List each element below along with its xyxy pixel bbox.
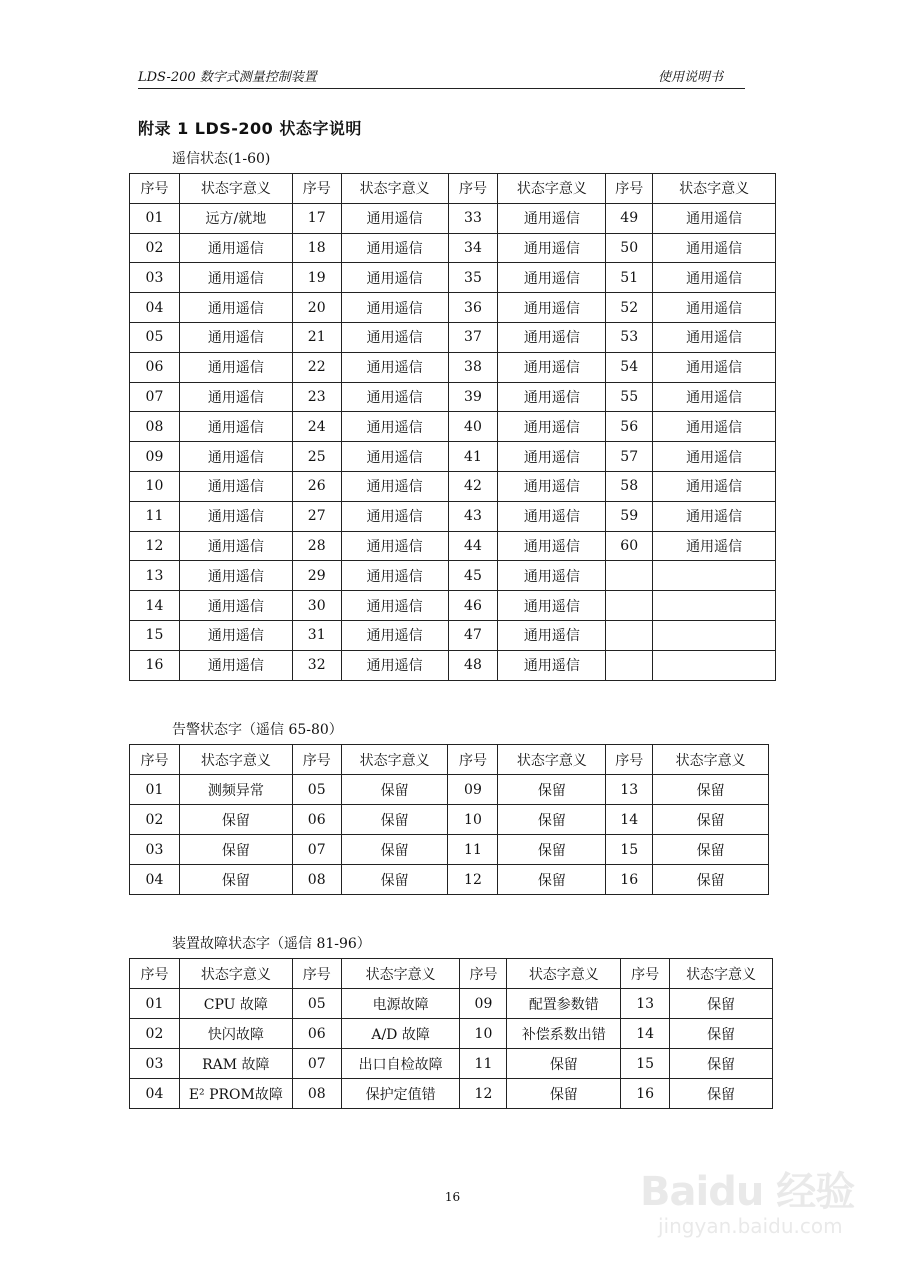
table-row [130,412,776,442]
meaning-cell: 通用遥信 [341,412,448,442]
meaning-cell: 保留 [341,865,448,895]
meaning-cell: 通用遥信 [498,650,606,680]
index-cell: 45 [448,561,498,591]
meaning-cell: 保留 [653,835,769,865]
meaning-cell: 通用遥信 [341,442,448,472]
meaning-cell: 保留 [498,865,606,895]
status-table-1 [129,173,776,681]
fault-table [129,958,773,1109]
meaning-cell: 通用遥信 [179,650,292,680]
meaning-cell: 配置参数错 [507,989,621,1019]
meaning-cell: 保留 [498,775,606,805]
index-cell: 05 [130,322,180,352]
meaning-cell: 通用遥信 [653,263,776,293]
index-cell: 37 [448,322,498,352]
meaning-cell: 通用遥信 [179,263,292,293]
meaning-cell: 通用遥信 [341,322,448,352]
index-cell: 49 [606,203,653,233]
meaning-cell: 保留 [498,835,606,865]
index-cell: 44 [448,531,498,561]
index-cell: 29 [292,561,341,591]
meaning-cell: 通用遥信 [498,382,606,412]
index-cell: 53 [606,322,653,352]
meaning-cell: 通用遥信 [179,412,292,442]
header-doc-type: 使用说明书 [657,70,723,85]
index-cell: 03 [130,263,180,293]
index-cell: 31 [292,620,341,650]
meaning-cell: 状态字意义 [498,174,606,204]
index-cell: 16 [621,1079,670,1109]
index-cell: 序号 [606,745,653,775]
meaning-cell: 状态字意义 [670,959,773,989]
index-cell: 09 [460,989,507,1019]
index-cell: 09 [448,775,498,805]
meaning-cell: 状态字意义 [507,959,621,989]
index-cell: 01 [130,989,180,1019]
meaning-cell: 通用遥信 [498,352,606,382]
meaning-cell: 通用遥信 [653,531,776,561]
index-cell: 序号 [606,174,653,204]
index-cell: 15 [130,620,180,650]
index-cell: 38 [448,352,498,382]
index-cell: 32 [292,650,341,680]
watermark-logo: Baidu 经验 [640,1169,855,1215]
index-cell: 34 [448,233,498,263]
index-cell: 30 [292,591,341,621]
index-cell: 06 [292,1019,341,1049]
meaning-cell: 状态字意义 [179,959,292,989]
meaning-cell: 快闪故障 [179,1019,292,1049]
table-header-row [130,174,776,204]
index-cell: 17 [292,203,341,233]
index-cell: 02 [130,233,180,263]
meaning-cell: 通用遥信 [179,561,292,591]
index-cell: 15 [606,835,653,865]
meaning-cell: 保留 [670,1079,773,1109]
appendix-title: 附录 1 LDS-200 状态字说明 [138,119,362,138]
table-row [130,591,776,621]
meaning-cell: 通用遥信 [341,650,448,680]
meaning-cell: 通用遥信 [179,471,292,501]
meaning-cell: 出口自检故障 [341,1049,460,1079]
table-row [130,263,776,293]
meaning-cell: 通用遥信 [179,382,292,412]
table-row [130,233,776,263]
table-row [130,501,776,531]
index-cell: 51 [606,263,653,293]
index-cell: 20 [292,293,341,323]
meaning-cell: 通用遥信 [179,620,292,650]
index-cell: 52 [606,293,653,323]
meaning-cell: 状态字意义 [179,745,292,775]
index-cell: 55 [606,382,653,412]
meaning-cell: RAM 故障 [179,1049,292,1079]
table-row [130,293,776,323]
meaning-cell: 通用遥信 [498,561,606,591]
meaning-cell: E² PROM故障 [179,1079,292,1109]
index-cell: 05 [292,775,341,805]
index-cell: 48 [448,650,498,680]
meaning-cell: 状态字意义 [653,745,769,775]
index-cell: 57 [606,442,653,472]
index-cell: 02 [130,805,180,835]
meaning-cell: 通用遥信 [341,561,448,591]
meaning-cell: 通用遥信 [498,591,606,621]
meaning-cell: 保留 [507,1049,621,1079]
index-cell: 06 [292,805,341,835]
meaning-cell: 保留 [507,1079,621,1109]
index-cell: 序号 [292,745,341,775]
table-row [130,561,776,591]
index-cell: 10 [130,471,180,501]
index-cell: 10 [460,1019,507,1049]
index-cell [606,561,653,591]
meaning-cell: 通用遥信 [341,382,448,412]
meaning-cell: 状态字意义 [653,174,776,204]
index-cell: 序号 [292,959,341,989]
index-cell: 47 [448,620,498,650]
watermark [640,1150,880,1250]
index-cell: 04 [130,293,180,323]
index-cell: 16 [130,650,180,680]
index-cell: 25 [292,442,341,472]
meaning-cell [653,620,776,650]
index-cell: 42 [448,471,498,501]
index-cell: 08 [292,865,341,895]
meaning-cell: 通用遥信 [179,352,292,382]
table-row [130,1079,773,1109]
index-cell: 01 [130,775,180,805]
table-row [130,1019,773,1049]
index-cell: 07 [130,382,180,412]
index-cell: 08 [292,1079,341,1109]
index-cell: 50 [606,233,653,263]
page-number: 16 [444,1190,461,1204]
table-row [130,322,776,352]
index-cell: 12 [130,531,180,561]
section3-caption: 装置故障状态字（遥信 81-96） [172,936,371,952]
meaning-cell: 通用遥信 [653,412,776,442]
table-row [130,471,776,501]
meaning-cell: 状态字意义 [341,959,460,989]
meaning-cell: 通用遥信 [498,322,606,352]
meaning-cell: 通用遥信 [179,442,292,472]
meaning-cell: 测频异常 [179,775,292,805]
meaning-cell: 保留 [670,1049,773,1079]
watermark-url: jingyan.baidu.com [658,1214,843,1238]
table-row [130,382,776,412]
index-cell: 序号 [448,745,498,775]
table-row [130,805,769,835]
index-cell: 23 [292,382,341,412]
meaning-cell: 通用遥信 [498,442,606,472]
meaning-cell: CPU 故障 [179,989,292,1019]
meaning-cell: 通用遥信 [653,322,776,352]
meaning-cell: A/D 故障 [341,1019,460,1049]
meaning-cell: 保留 [179,835,292,865]
meaning-cell: 电源故障 [341,989,460,1019]
meaning-cell [653,591,776,621]
index-cell: 序号 [448,174,498,204]
meaning-cell: 保留 [498,805,606,835]
index-cell: 14 [606,805,653,835]
index-cell [606,650,653,680]
meaning-cell: 通用遥信 [179,591,292,621]
meaning-cell: 保留 [670,1019,773,1049]
meaning-cell: 通用遥信 [498,531,606,561]
index-cell: 序号 [460,959,507,989]
index-cell: 08 [130,412,180,442]
index-cell: 15 [621,1049,670,1079]
index-cell: 22 [292,352,341,382]
table-row [130,989,773,1019]
table-row [130,865,769,895]
meaning-cell: 保留 [653,805,769,835]
meaning-cell: 保留 [653,775,769,805]
index-cell: 54 [606,352,653,382]
meaning-cell: 通用遥信 [498,263,606,293]
section1-caption: 遥信状态(1-60) [172,151,271,167]
meaning-cell: 通用遥信 [341,203,448,233]
section2-caption: 告警状态字（遥信 65-80） [172,722,343,738]
index-cell: 11 [460,1049,507,1079]
meaning-cell: 通用遥信 [498,620,606,650]
index-cell: 05 [292,989,341,1019]
index-cell: 40 [448,412,498,442]
index-cell: 41 [448,442,498,472]
meaning-cell: 通用遥信 [653,233,776,263]
meaning-cell: 通用遥信 [653,293,776,323]
meaning-cell: 通用遥信 [341,293,448,323]
meaning-cell: 通用遥信 [341,620,448,650]
meaning-cell: 保留 [653,865,769,895]
meaning-cell: 通用遥信 [498,293,606,323]
index-cell: 60 [606,531,653,561]
meaning-cell: 通用遥信 [341,591,448,621]
index-cell: 序号 [130,745,180,775]
meaning-cell: 通用遥信 [179,233,292,263]
index-cell: 04 [130,865,180,895]
meaning-cell: 通用遥信 [653,382,776,412]
meaning-cell: 通用遥信 [498,233,606,263]
meaning-cell: 通用遥信 [498,471,606,501]
table-row [130,203,776,233]
alarm-table [129,744,769,895]
index-cell: 09 [130,442,180,472]
meaning-cell: 通用遥信 [341,531,448,561]
table-row [130,650,776,680]
meaning-cell: 保留 [670,989,773,1019]
index-cell: 58 [606,471,653,501]
meaning-cell: 通用遥信 [179,531,292,561]
meaning-cell: 保留 [341,835,448,865]
meaning-cell: 通用遥信 [498,501,606,531]
index-cell: 04 [130,1079,180,1109]
page-header [138,64,745,89]
index-cell: 序号 [130,174,180,204]
index-cell: 14 [621,1019,670,1049]
meaning-cell: 状态字意义 [341,745,448,775]
index-cell: 46 [448,591,498,621]
meaning-cell: 保留 [341,805,448,835]
meaning-cell: 通用遥信 [498,412,606,442]
index-cell: 14 [130,591,180,621]
table-row [130,1049,773,1079]
meaning-cell: 保留 [179,805,292,835]
meaning-cell: 状态字意义 [179,174,292,204]
index-cell: 26 [292,471,341,501]
index-cell: 21 [292,322,341,352]
meaning-cell: 通用遥信 [653,203,776,233]
table-row [130,835,769,865]
index-cell: 59 [606,501,653,531]
table-row [130,352,776,382]
table-header-row [130,959,773,989]
table-row [130,531,776,561]
index-cell: 12 [460,1079,507,1109]
meaning-cell: 通用遥信 [179,501,292,531]
table-header-row [130,745,769,775]
meaning-cell: 通用遥信 [653,442,776,472]
meaning-cell: 保留 [341,775,448,805]
index-cell: 35 [448,263,498,293]
index-cell: 序号 [621,959,670,989]
index-cell: 01 [130,203,180,233]
meaning-cell: 保留 [179,865,292,895]
meaning-cell: 通用遥信 [653,501,776,531]
meaning-cell: 状态字意义 [498,745,606,775]
meaning-cell: 通用遥信 [341,352,448,382]
index-cell: 28 [292,531,341,561]
index-cell: 07 [292,835,341,865]
meaning-cell: 通用遥信 [341,233,448,263]
table-row [130,620,776,650]
table-row [130,775,769,805]
meaning-cell [653,650,776,680]
meaning-cell [653,561,776,591]
meaning-cell: 补偿系数出错 [507,1019,621,1049]
index-cell: 13 [606,775,653,805]
meaning-cell: 通用遥信 [653,352,776,382]
index-cell: 16 [606,865,653,895]
index-cell: 11 [448,835,498,865]
index-cell: 03 [130,835,180,865]
index-cell: 19 [292,263,341,293]
meaning-cell: 通用遥信 [341,501,448,531]
meaning-cell: 保护定值错 [341,1079,460,1109]
meaning-cell: 通用遥信 [653,471,776,501]
index-cell: 02 [130,1019,180,1049]
header-doc-title: LDS-200 数字式测量控制装置 [138,70,317,85]
index-cell: 序号 [130,959,180,989]
meaning-cell: 通用遥信 [341,471,448,501]
index-cell: 12 [448,865,498,895]
index-cell [606,620,653,650]
index-cell: 33 [448,203,498,233]
index-cell: 43 [448,501,498,531]
index-cell [606,591,653,621]
meaning-cell: 状态字意义 [341,174,448,204]
index-cell: 24 [292,412,341,442]
index-cell: 13 [621,989,670,1019]
index-cell: 序号 [292,174,341,204]
meaning-cell: 远方/就地 [179,203,292,233]
meaning-cell: 通用遥信 [341,263,448,293]
meaning-cell: 通用遥信 [498,203,606,233]
index-cell: 06 [130,352,180,382]
index-cell: 56 [606,412,653,442]
meaning-cell: 通用遥信 [179,293,292,323]
index-cell: 27 [292,501,341,531]
index-cell: 03 [130,1049,180,1079]
index-cell: 36 [448,293,498,323]
index-cell: 39 [448,382,498,412]
index-cell: 07 [292,1049,341,1079]
index-cell: 13 [130,561,180,591]
meaning-cell: 通用遥信 [179,322,292,352]
index-cell: 18 [292,233,341,263]
index-cell: 10 [448,805,498,835]
table-row [130,442,776,472]
index-cell: 11 [130,501,180,531]
